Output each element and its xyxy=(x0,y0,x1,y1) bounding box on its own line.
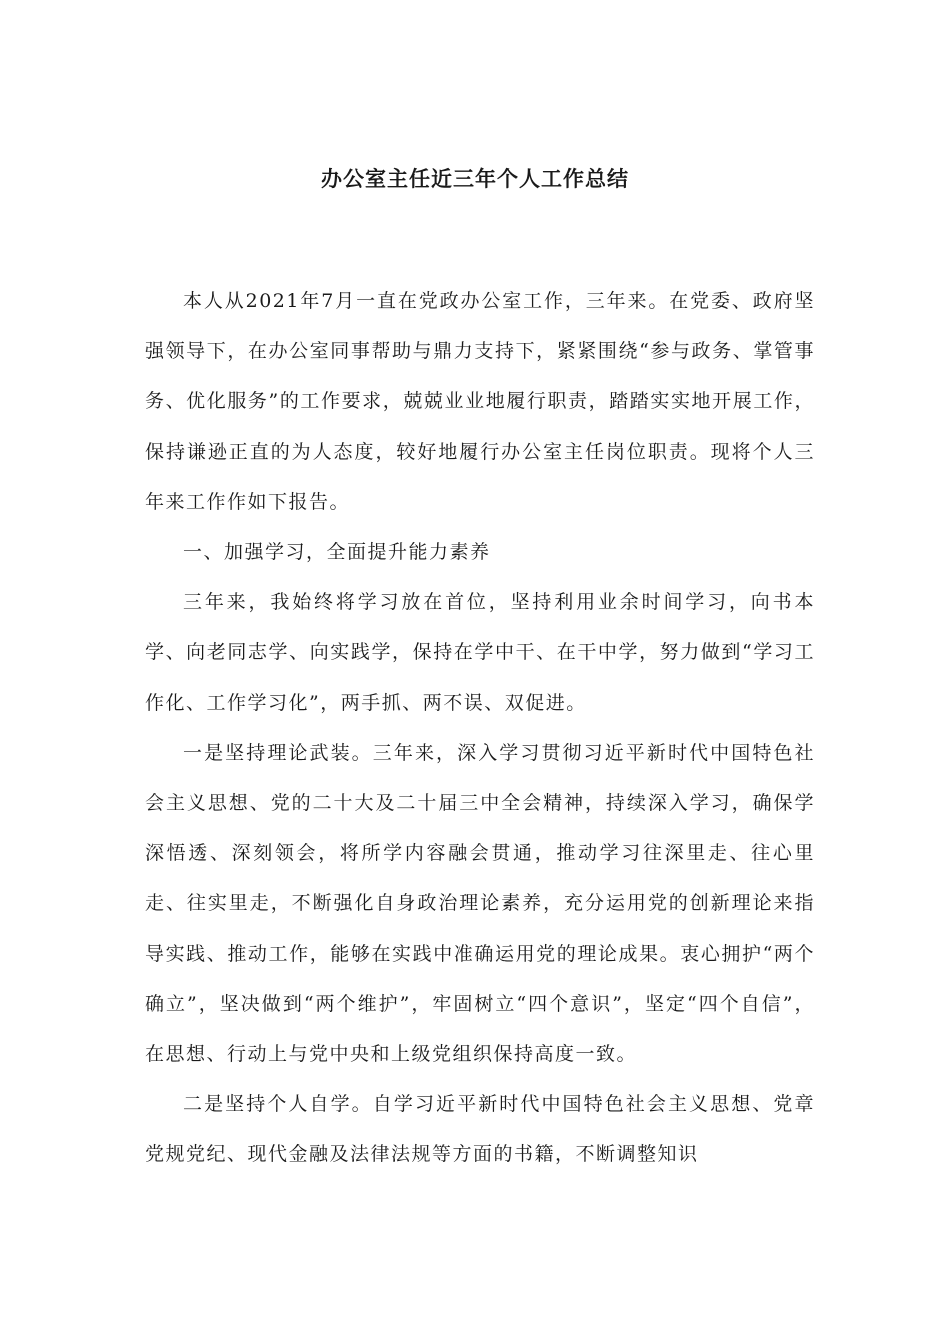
paragraph-intro: 本人从2021年7月一直在党政办公室工作，三年来。在党委、政府坚强领导下，在办公室同事帮助与鼎力支持下，紧紧围绕“参与政务、掌管事务、优化服务”的工作要求，兢兢业业地履行职责，踏踏实实地开展工作，保持谦逊正直的为人态度，较好地履行办公室主任岗位职责。现将个人三年来工作作如下报告。 xyxy=(145,290,815,513)
section-heading-1: 一、加强学习，全面提升能力素养 xyxy=(183,541,491,564)
document-title: 办公室主任近三年个人工作总结 xyxy=(321,166,629,191)
document-body xyxy=(145,276,815,1180)
paragraph-self-study: 二是坚持个人自学。自学习近平新时代中国特色社会主义思想、党章党规党纪、现代金融及法律法规等方面的书籍，不断调整知识 xyxy=(145,1093,815,1166)
paragraph-theory: 一是坚持理论武装。三年来，深入学习贯彻习近平新时代中国特色社会主义思想、党的二十大及二十届三中全会精神，持续深入学习，确保学深悟透、深刻领会，将所学内容融会贯通，推动学习往深里走、往心里走、往实里走，不断强化自身政治理论素养，充分运用党的创新理论来指导实践、推动工作，能够在实践中准确运用党的理论成果。衷心拥护“两个确立”，坚决做到“两个维护”，牢固树立“四个意识”，坚定“四个自信”，在思想、行动上与党中央和上级党组织保持高度一致。 xyxy=(145,741,815,1066)
paragraph-study-overview: 三年来，我始终将学习放在首位，坚持利用业余时间学习，向书本学、向老同志学、向实践学，保持在学中干、在干中学，努力做到“学习工作化、工作学习化”，两手抓、两不误、双促进。 xyxy=(145,591,815,714)
